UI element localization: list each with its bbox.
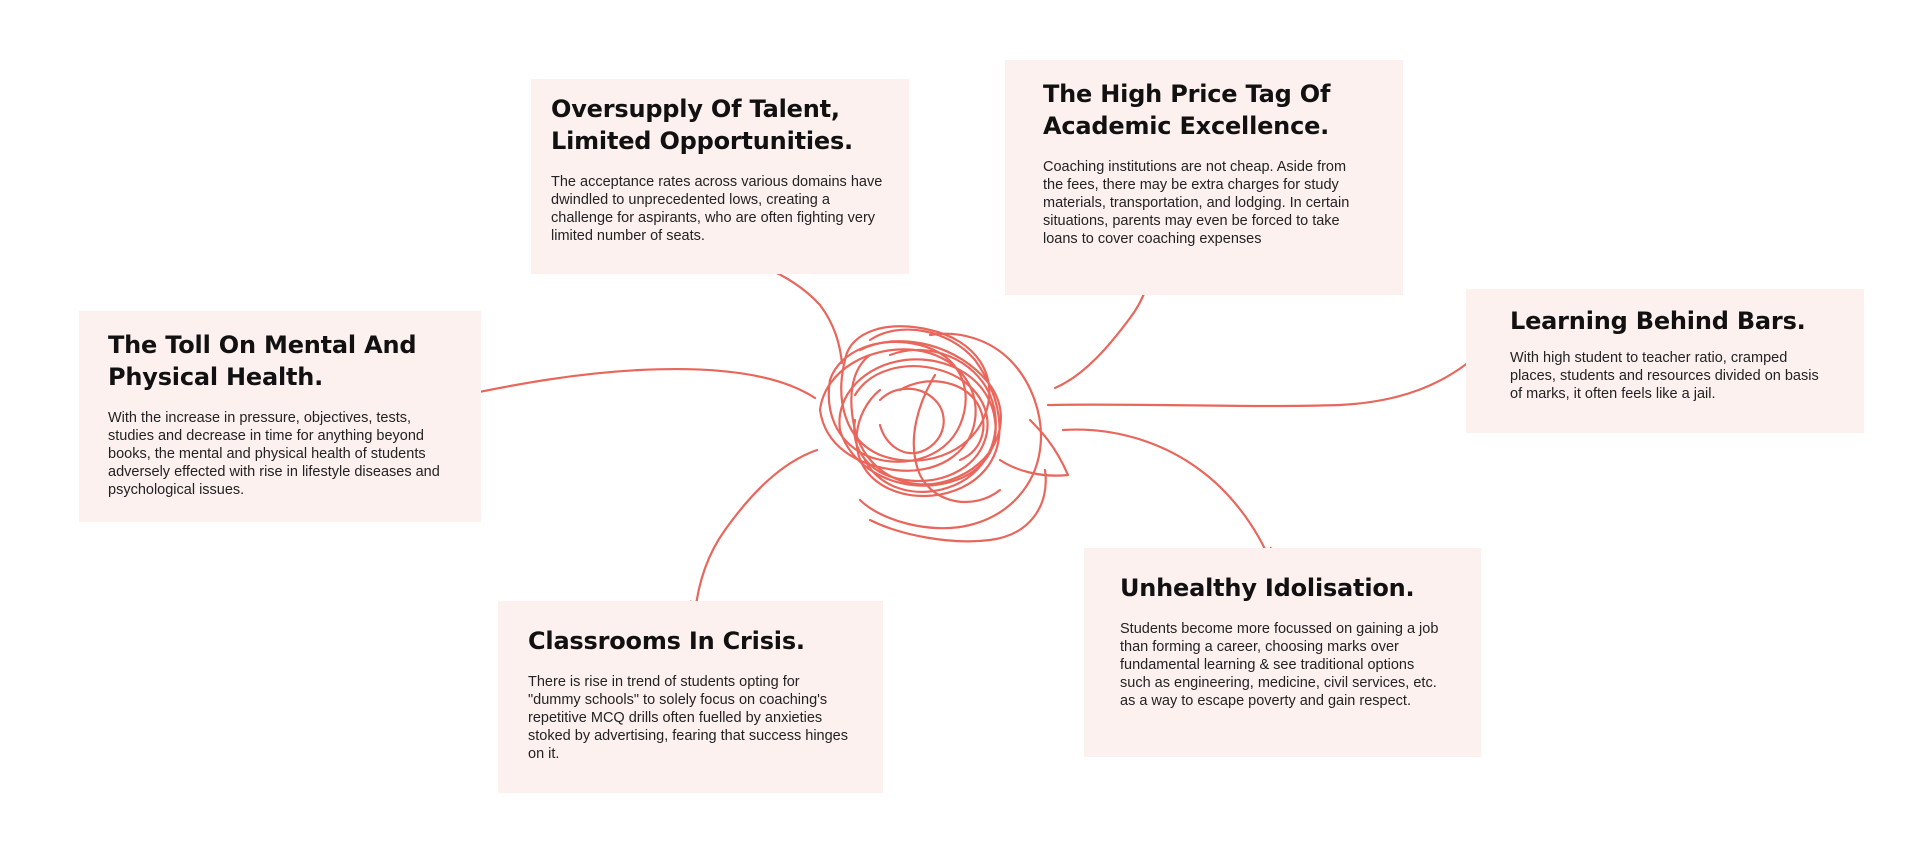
card-oversupply bbox=[531, 79, 909, 274]
arrow-to-idol bbox=[1063, 430, 1270, 560]
card-unhealthy-idolisation bbox=[1084, 548, 1481, 757]
card-body: There is rise in trend of students opting for "dummy schools" to solely focus on coaching's repetitive MCQ drills often fuelled by anxieties stoked by advertising, fearing that success hinges on it. bbox=[528, 674, 848, 762]
card-body: Coaching institutions are not cheap. Aside from the fees, there may be extra charges for study materials, transportation, and lodging. In certain situations, parents may even be forced to take loans to cover coaching expenses bbox=[1043, 159, 1350, 247]
arrow-to-toll bbox=[450, 369, 815, 398]
arrow-to-crisis bbox=[695, 450, 817, 613]
tangled-scribble-icon bbox=[820, 326, 1068, 541]
card-title: The Toll On Mental And Physical Health. bbox=[108, 331, 417, 391]
card-classrooms-in-crisis bbox=[498, 601, 883, 793]
card-body: With the increase in pressure, objectives, tests, studies and decrease in time for anything beyond books, the mental and physical health of students adversely effected with rise in lifestyle diseases and psychological issues. bbox=[108, 410, 440, 498]
card-body: Students become more focussed on gaining a job than forming a career, choosing marks over fundamental learning & see traditional options such as engineering, medicine, civil services, etc. as a way to escape poverty and gain respect. bbox=[1120, 621, 1439, 709]
card-title: The High Price Tag Of Academic Excellence. bbox=[1043, 80, 1331, 140]
card-price-tag bbox=[1005, 60, 1403, 295]
card-title: Oversupply Of Talent, Limited Opportunities. bbox=[551, 95, 853, 155]
card-body: With high student to teacher ratio, cramped places, students and resources divided on basis of marks, it often feels like a jail. bbox=[1510, 350, 1819, 402]
card-mental-health bbox=[79, 311, 481, 522]
arrow-to-bars bbox=[1048, 351, 1482, 406]
card-body: The acceptance rates across various domains have dwindled to unprecedented lows, creating a challenge for aspirants, who are often fighting very limited number of seats. bbox=[551, 174, 883, 244]
card-title: Learning Behind Bars. bbox=[1510, 307, 1806, 335]
card-title: Unhealthy Idolisation. bbox=[1120, 574, 1415, 602]
card-title: Classrooms In Crisis. bbox=[528, 627, 805, 655]
card-learning-behind-bars bbox=[1466, 289, 1864, 433]
